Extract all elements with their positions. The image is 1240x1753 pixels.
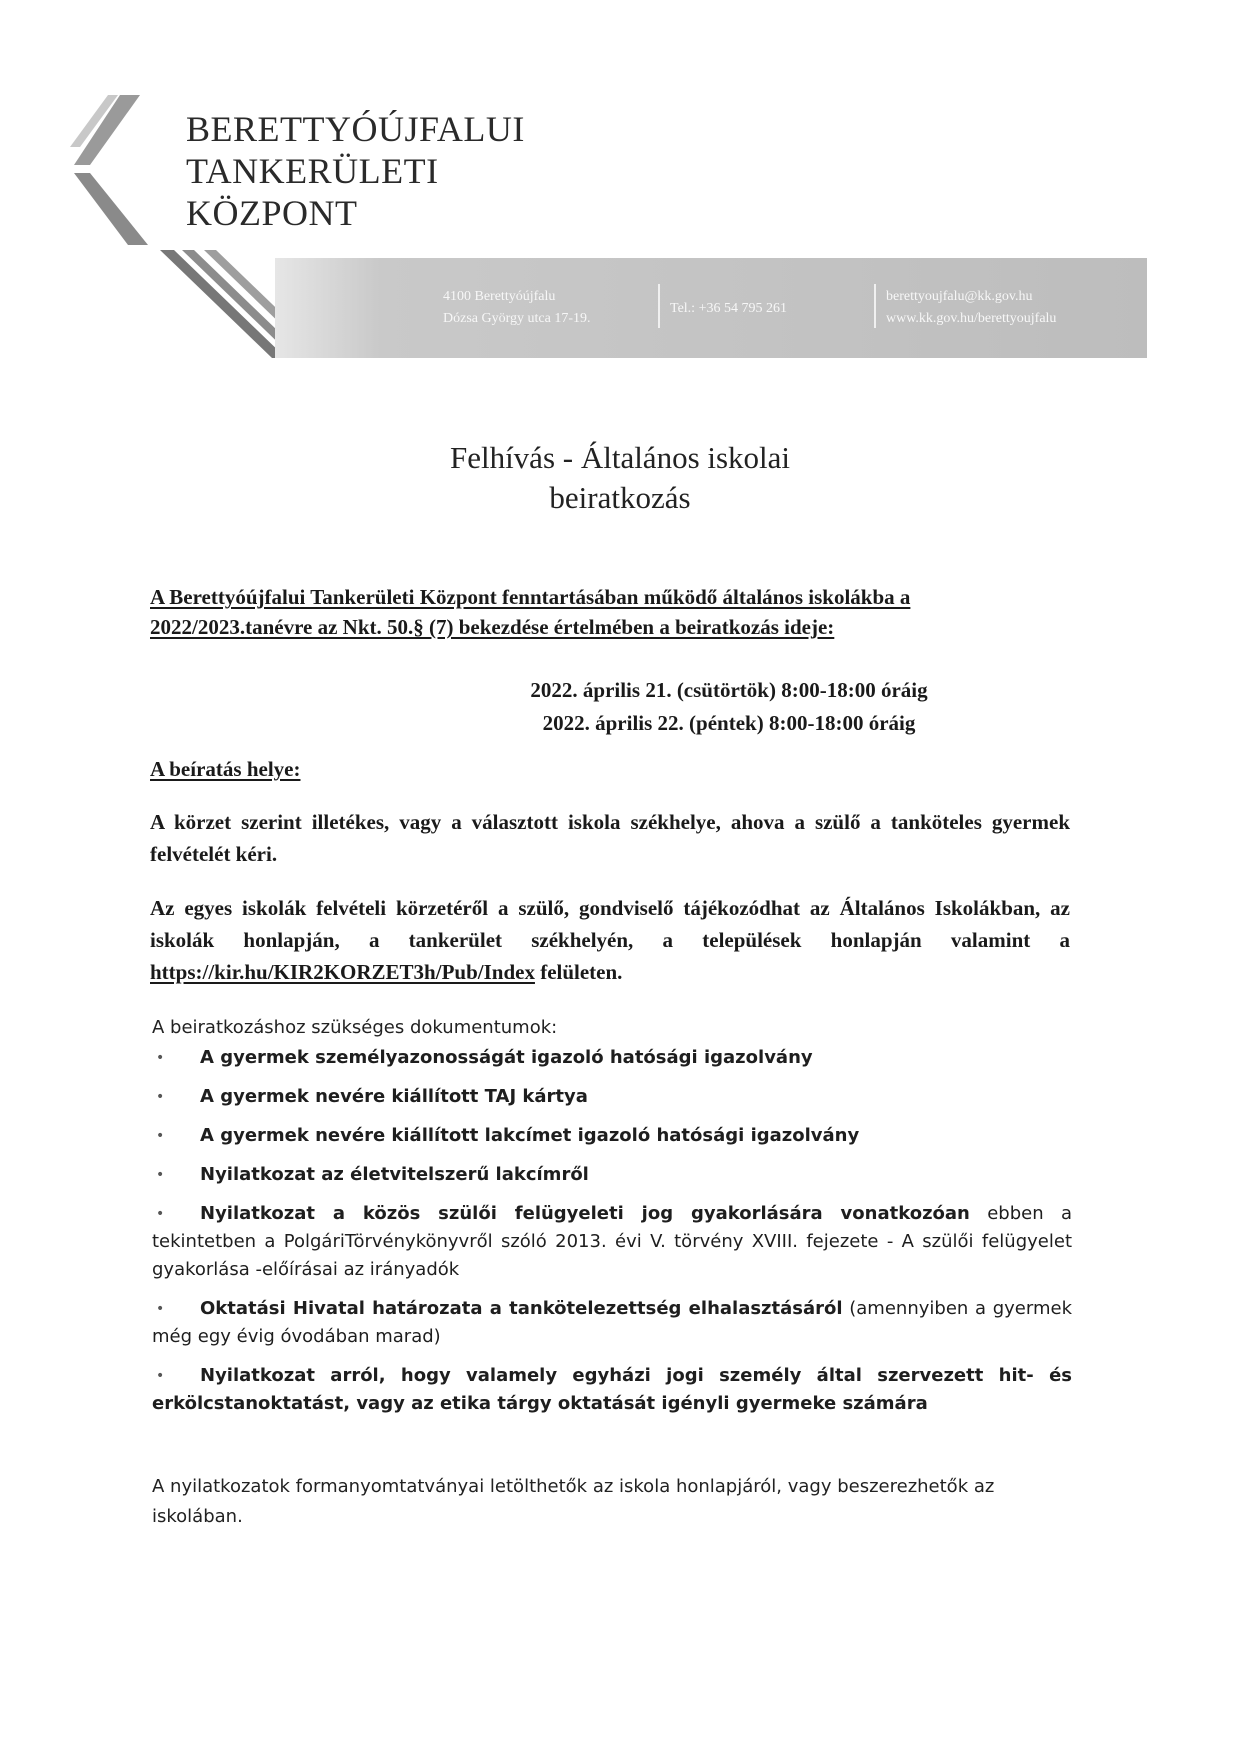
documents-heading: A beiratkozáshoz szükséges dokumentumok: (152, 1017, 558, 1038)
place-paragraph: A körzet szerint illetékes, vagy a választott iskola székhelye, ahova a szülő a tanköteles gyermek felvételét kéri. (150, 810, 1070, 866)
contact-divider (658, 284, 660, 328)
list-item: • Oktatási Hivatal határozata a tankötelezettség elhalasztásáról (amennyiben a gyermek még egy évig óvodában marad) (152, 1295, 1072, 1351)
bullet-icon: • (156, 1128, 165, 1144)
bullet-icon: • (156, 1167, 165, 1183)
list-item: • A gyermek nevére kiállított lakcímet igazoló hatósági igazolvány (152, 1122, 1072, 1150)
list-item: • A gyermek nevére kiállított TAJ kártya (152, 1083, 1072, 1111)
date-line: 2022. április 21. (csütörtök) 8:00-18:00 óráig (530, 678, 928, 702)
date-line: 2022. április 22. (péntek) 8:00-18:00 óráig (542, 711, 916, 735)
list-item: • A gyermek személyazonosságát igazoló hatósági igazolvány (152, 1044, 1072, 1072)
contact-address: 4100 Berettyóújfalu Dózsa György utca 17-19. (443, 289, 591, 326)
bullet-icon: • (156, 1368, 165, 1384)
enrollment-dates (0, 674, 1240, 740)
place-label: A beíratás helye: (150, 757, 301, 781)
bullet-icon: • (156, 1301, 165, 1317)
list-item: • Nyilatkozat a közös szülői felügyeleti jog gyakorlására vonatkozóan ebben a tekintetben a PolgáriTörvénykönyvről szóló 2013. évi V. törvény XVIII. fejezete - A szülői felügyelet gyakorlása -előírásai az irányadók (152, 1200, 1072, 1284)
document-title: Felhívás - Általános iskolai beiratkozás (449, 440, 791, 515)
list-item: • Nyilatkozat arról, hogy valamely egyházi jogi személy által szervezett hit- és erkölcstanoktatást, vagy az etika tárgy oktatását igényli gyermeke számára (152, 1362, 1072, 1418)
closing-paragraph: A nyilatkozatok formanyomtatványai letölthetők az iskola honlapjáról, vagy beszerezhetők az iskolában. (152, 1476, 995, 1527)
info-paragraph: Az egyes iskolák felvételi körzetéről a szülő, gondviselő tájékozódhat az Általános Iskolákban, az iskolák honlapján, a tankerület székhelyén, a települések honlapján valamint a https://kir.hu/KIR2KORZET3h/Pub/Index felületen. (150, 896, 1070, 984)
bullet-icon: • (156, 1089, 165, 1105)
kir-link[interactable]: https://kir.hu/KIR2KORZET3h/Pub/Index (150, 960, 535, 984)
bullet-icon: • (156, 1206, 165, 1222)
organization-name: BERETTYÓÚJFALUI TANKERÜLETI KÖZPONT (186, 109, 525, 233)
bullet-icon: • (156, 1050, 165, 1066)
contact-divider (874, 284, 876, 328)
intro-paragraph: A Berettyóújfalui Tankerületi Központ fenntartásában működő általános iskolákba a 2022/2023.tanévre az Nkt. 50.§ (7) bekezdése értelmében a beiratkozás ideje: (150, 585, 911, 639)
contact-phone: Tel.: +36 54 795 261 (670, 301, 787, 316)
documents-list (152, 1044, 1072, 1429)
logo-chevron-icon (70, 95, 170, 245)
list-item: • Nyilatkozat az életvitelszerű lakcímről (152, 1161, 1072, 1189)
contact-web: berettyoujfalu@kk.gov.hu www.kk.gov.hu/berettyoujfalu (886, 289, 1057, 326)
